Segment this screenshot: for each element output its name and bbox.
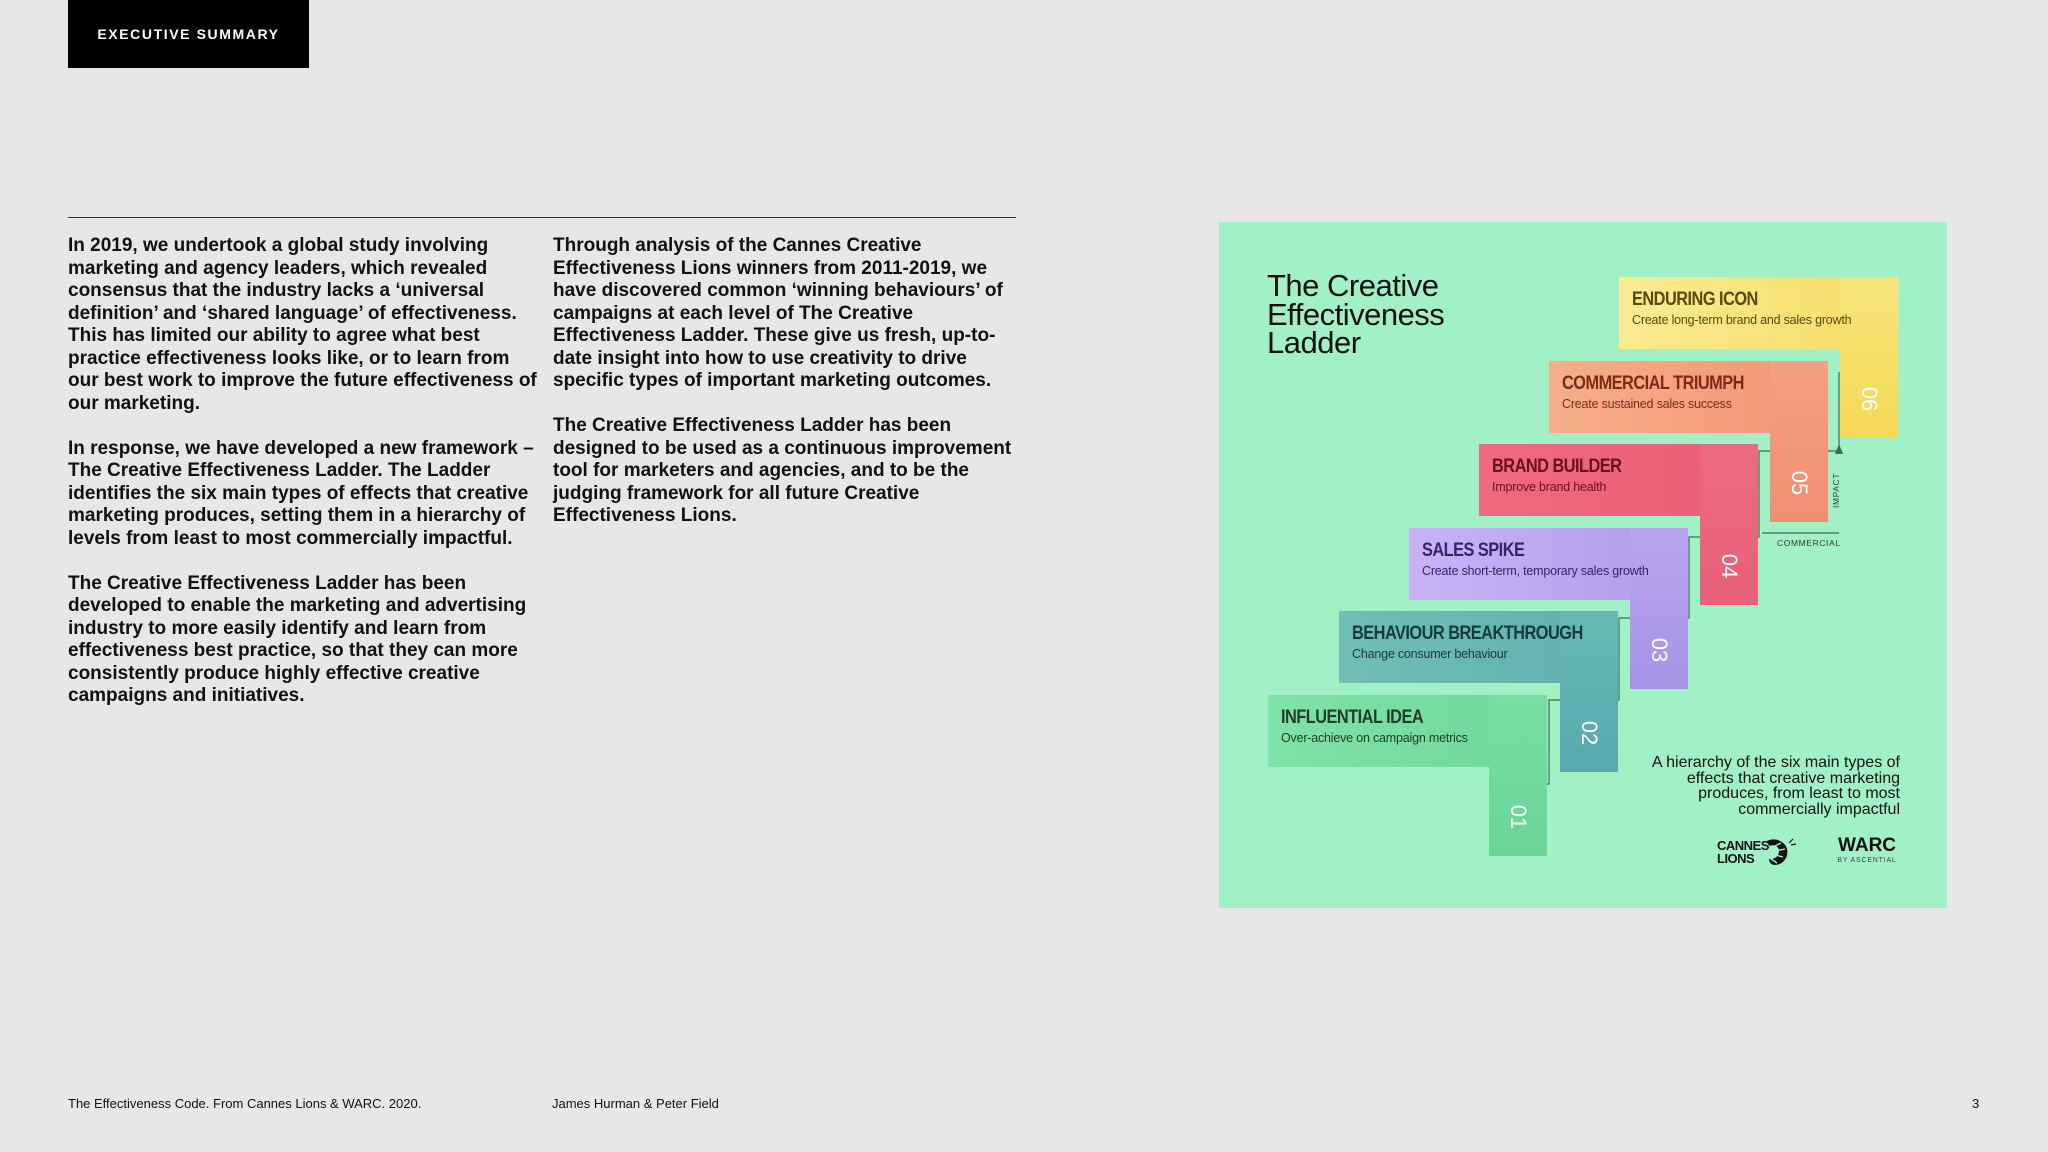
step-number: 05 xyxy=(1787,470,1812,496)
ladder-caption: A hierarchy of the six main types of effects that creative marketing produces, from least to most commercially impactful xyxy=(1651,754,1900,818)
warc-logo xyxy=(1827,835,1907,869)
step-number: 02 xyxy=(1577,720,1602,746)
paragraph: Through analysis of the Cannes Creative Effectiveness Lions winners from 2011-2019, we have discovered common ‘winning behaviours’ of campaigns at each level of The Creative Effectiveness Ladder. These give us fresh, up-to-date insight into how to use creativity to drive specific types of important marketing outcomes. xyxy=(553,235,1003,391)
footer-source: The Effectiveness Code. From Cannes Lions & WARC. 2020. xyxy=(68,1096,422,1111)
warc-wordmark: WARC xyxy=(1837,835,1897,856)
cannes-lions-logo xyxy=(1717,835,1799,869)
axis-label-commercial: COMMERCIAL xyxy=(1777,538,1841,548)
creative-effectiveness-ladder-graphic xyxy=(1219,222,1947,908)
step-name: COMMERCIAL TRIUMPH xyxy=(1562,373,1744,394)
step-description: Create short-term, temporary sales growth xyxy=(1422,564,1649,578)
step-name: BRAND BUILDER xyxy=(1492,456,1622,477)
paragraph: In response, we have developed a new framework – The Creative Effectiveness Ladder. The Ladder identifies the six main types of effects that creative marketing produces, setting them in a hierarchy of levels from least to most commercially impactful. xyxy=(68,437,534,549)
footer-authors: James Hurman & Peter Field xyxy=(552,1096,719,1111)
step-name: ENDURING ICON xyxy=(1632,289,1758,310)
step-description: Create long-term brand and sales growth xyxy=(1632,313,1852,327)
step-number: 04 xyxy=(1717,553,1742,579)
step-number: 06 xyxy=(1857,386,1882,412)
step-name: SALES SPIKE xyxy=(1422,540,1525,561)
divider-rule xyxy=(68,217,1016,218)
paragraph: In 2019, we undertook a global study involving marketing and agency leaders, which revealed consensus that the industry lacks a ‘universal definition’ and ‘shared language’ of effectiveness. This has limited our ability to agree what best practice effectiveness looks like, or to learn from our best work to improve the future effectiveness of our marketing. xyxy=(68,235,537,414)
step-description: Improve brand health xyxy=(1492,480,1607,494)
step-name: INFLUENTIAL IDEA xyxy=(1281,707,1424,728)
section-label: EXECUTIVE SUMMARY xyxy=(68,0,309,68)
paragraph: The Creative Effectiveness Ladder has been designed to be used as a continuous improvement tool for marketers and agencies, and to be the judging framework for all future Creative Effectiveness Lions. xyxy=(553,415,1012,526)
ladder-title: The Creative Effectiveness Ladder xyxy=(1267,268,1445,360)
warc-subline: BY ASCENTIAL xyxy=(1837,857,1897,864)
step-name: BEHAVIOUR BREAKTHROUGH xyxy=(1352,623,1583,644)
axis-label-impact: IMPACT xyxy=(1831,472,1841,508)
step-number: 03 xyxy=(1647,637,1672,663)
paragraph: The Creative Effectiveness Ladder has been developed to enable the marketing and advertising industry to more easily identify and learn from effectiveness best practice, so that they can more consistently produce highly effective creative campaigns and initiatives. xyxy=(68,572,527,706)
step-number: 01 xyxy=(1506,804,1531,830)
page-number: 3 xyxy=(1972,1096,1980,1111)
right-column xyxy=(553,235,1023,550)
step-description: Create sustained sales success xyxy=(1562,397,1732,411)
left-column xyxy=(68,235,538,730)
cannes-lions-wordmark: CANNES LIONS xyxy=(1717,838,1769,866)
step-description: Over-achieve on campaign metrics xyxy=(1281,731,1468,745)
step-description: Change consumer behaviour xyxy=(1352,647,1508,661)
